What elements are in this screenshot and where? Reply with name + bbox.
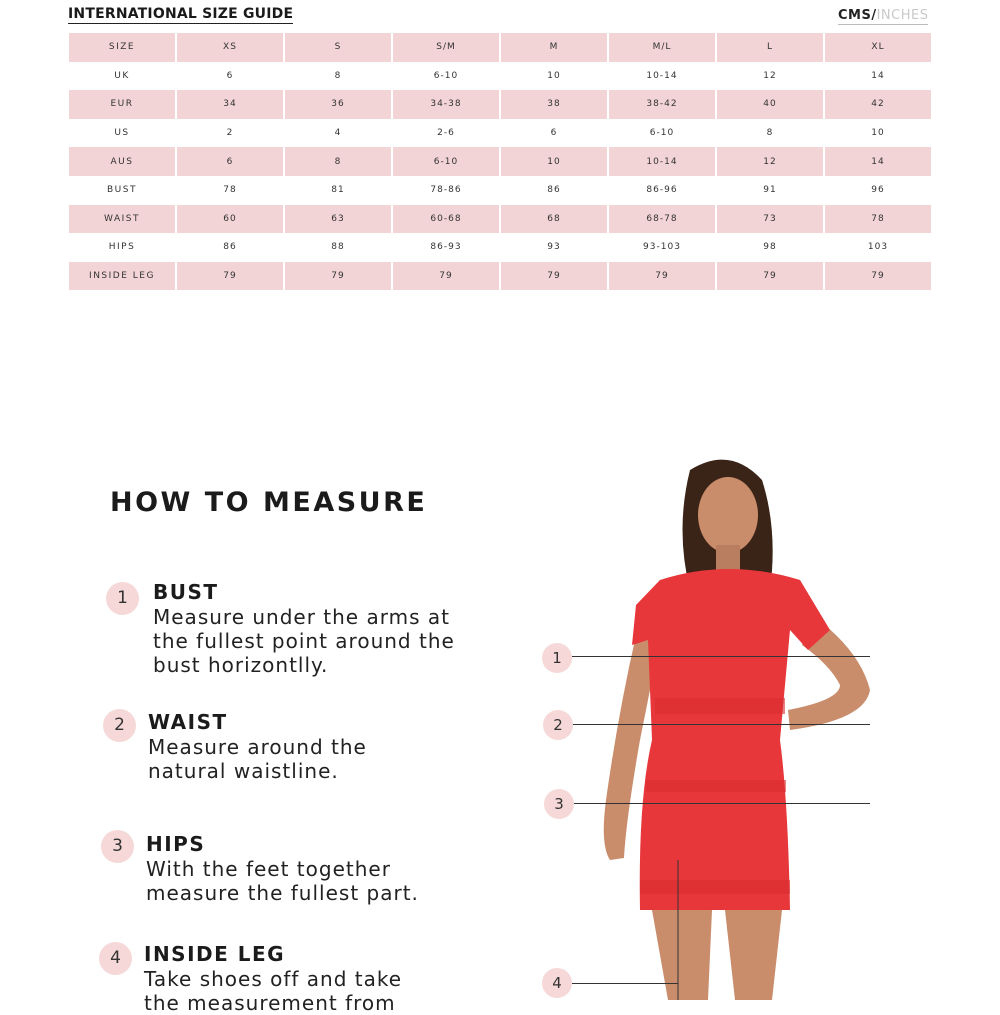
table-cell: 40 bbox=[717, 90, 823, 119]
table-cell: 6 bbox=[226, 70, 234, 81]
table-row bbox=[69, 33, 931, 62]
table-cell: 86-93 bbox=[430, 242, 462, 253]
step-3-badge: 3 bbox=[101, 830, 134, 863]
table-row-label: WAIST bbox=[69, 205, 175, 234]
step-4-badge: 4 bbox=[99, 942, 132, 975]
table-cell: 79 bbox=[501, 262, 607, 291]
table-cell: 79 bbox=[609, 262, 715, 291]
table-cell: 10-14 bbox=[646, 70, 678, 81]
table-cell: 63 bbox=[285, 205, 391, 234]
table-cell: 42 bbox=[825, 90, 931, 119]
table-cell: 12 bbox=[717, 147, 823, 176]
pointer-2-line bbox=[573, 724, 870, 725]
table-cell: 98 bbox=[763, 242, 777, 253]
table-cell: 4 bbox=[334, 128, 342, 139]
size-guide-title: INTERNATIONAL SIZE GUIDE bbox=[68, 6, 294, 22]
model-photo bbox=[540, 440, 910, 1000]
table-cell: 81 bbox=[331, 185, 345, 196]
table-cell: 14 bbox=[871, 70, 885, 81]
table-cell: 91 bbox=[763, 185, 777, 196]
table-cell: 73 bbox=[717, 205, 823, 234]
table-row bbox=[69, 176, 931, 205]
table-cell: 93 bbox=[547, 242, 561, 253]
table-cell: 2-6 bbox=[437, 128, 455, 139]
table-row-label: INSIDE LEG bbox=[69, 262, 175, 291]
table-cell: 36 bbox=[285, 90, 391, 119]
pointer-1-badge: 1 bbox=[542, 643, 572, 673]
step-1-text: Measure under the arms at the fullest point around the bust horizontlly. bbox=[153, 605, 455, 677]
table-cell: 79 bbox=[717, 262, 823, 291]
table-cell: 8 bbox=[334, 70, 342, 81]
step-2-heading: WAIST bbox=[148, 710, 228, 734]
step-4-text: Take shoes off and take the measurement from bbox=[144, 967, 403, 1015]
table-cell: 86-96 bbox=[646, 185, 678, 196]
unit-toggle[interactable] bbox=[838, 8, 928, 25]
step-1-heading: BUST bbox=[153, 580, 219, 604]
pointer-4-line bbox=[572, 983, 678, 984]
table-cell: 34-38 bbox=[393, 90, 499, 119]
table-cell: 12 bbox=[763, 70, 777, 81]
table-cell: 79 bbox=[393, 262, 499, 291]
table-cell: 6-10 bbox=[649, 128, 675, 139]
table-row bbox=[69, 233, 931, 262]
step-2-badge: 2 bbox=[103, 709, 136, 742]
unit-cms[interactable]: CMS/ bbox=[838, 8, 877, 23]
table-row bbox=[69, 262, 931, 291]
step-3-heading: HIPS bbox=[146, 832, 206, 856]
table-cell: 8 bbox=[766, 128, 774, 139]
table-cell: 8 bbox=[285, 147, 391, 176]
table-cell: 6 bbox=[550, 128, 558, 139]
pointer-2-badge: 2 bbox=[543, 710, 573, 740]
size-table bbox=[67, 33, 933, 290]
table-cell: 78 bbox=[223, 185, 237, 196]
table-cell: XS bbox=[177, 33, 283, 62]
pointer-4-badge: 4 bbox=[542, 968, 572, 998]
pointer-1-line bbox=[572, 656, 870, 657]
pointer-3-line bbox=[574, 803, 870, 804]
step-2-text: Measure around the natural waistline. bbox=[148, 735, 367, 783]
table-cell: M bbox=[501, 33, 607, 62]
table-cell: 68 bbox=[501, 205, 607, 234]
table-cell: XL bbox=[825, 33, 931, 62]
table-cell: 86 bbox=[547, 185, 561, 196]
step-3-text: With the feet together measure the fullest part. bbox=[146, 857, 419, 905]
table-row-label: EUR bbox=[69, 90, 175, 119]
table-cell: S bbox=[285, 33, 391, 62]
table-cell: 10-14 bbox=[609, 147, 715, 176]
table-cell: 6-10 bbox=[393, 147, 499, 176]
table-cell: 10 bbox=[547, 70, 561, 81]
table-row-label: SIZE bbox=[69, 33, 175, 62]
table-cell: 103 bbox=[867, 242, 889, 253]
table-cell: 38-42 bbox=[609, 90, 715, 119]
step-1-badge: 1 bbox=[106, 582, 139, 615]
table-row bbox=[69, 119, 931, 148]
unit-inches[interactable]: INCHES bbox=[876, 8, 929, 23]
pointer-3-badge: 3 bbox=[544, 789, 574, 819]
table-cell: M/L bbox=[609, 33, 715, 62]
table-cell: 79 bbox=[177, 262, 283, 291]
table-cell: 79 bbox=[285, 262, 391, 291]
table-row bbox=[69, 90, 931, 119]
table-cell: 86 bbox=[223, 242, 237, 253]
table-row bbox=[69, 147, 931, 176]
table-cell: 6 bbox=[177, 147, 283, 176]
table-cell: 96 bbox=[871, 185, 885, 196]
table-cell: 60-68 bbox=[393, 205, 499, 234]
table-cell: 2 bbox=[226, 128, 234, 139]
table-cell: 88 bbox=[331, 242, 345, 253]
how-to-measure-title: HOW TO MEASURE bbox=[110, 487, 428, 518]
table-cell: 60 bbox=[177, 205, 283, 234]
table-row bbox=[69, 205, 931, 234]
table-cell: 68-78 bbox=[609, 205, 715, 234]
table-row-label: BUST bbox=[107, 185, 137, 196]
table-cell: 38 bbox=[501, 90, 607, 119]
table-cell: 6-10 bbox=[433, 70, 459, 81]
table-cell: 14 bbox=[825, 147, 931, 176]
table-row-label: UK bbox=[114, 70, 130, 81]
table-cell: 10 bbox=[871, 128, 885, 139]
table-cell: S/M bbox=[393, 33, 499, 62]
table-cell: 93-103 bbox=[643, 242, 681, 253]
table-cell: 34 bbox=[177, 90, 283, 119]
table-cell: 78 bbox=[825, 205, 931, 234]
table-row bbox=[69, 62, 931, 91]
table-row-label: HIPS bbox=[108, 242, 136, 253]
table-cell: 79 bbox=[825, 262, 931, 291]
step-4-heading: INSIDE LEG bbox=[144, 942, 286, 966]
table-cell: L bbox=[717, 33, 823, 62]
table-row-label: US bbox=[114, 128, 130, 139]
table-row-label: AUS bbox=[69, 147, 175, 176]
table-cell: 10 bbox=[501, 147, 607, 176]
table-cell: 78-86 bbox=[430, 185, 462, 196]
